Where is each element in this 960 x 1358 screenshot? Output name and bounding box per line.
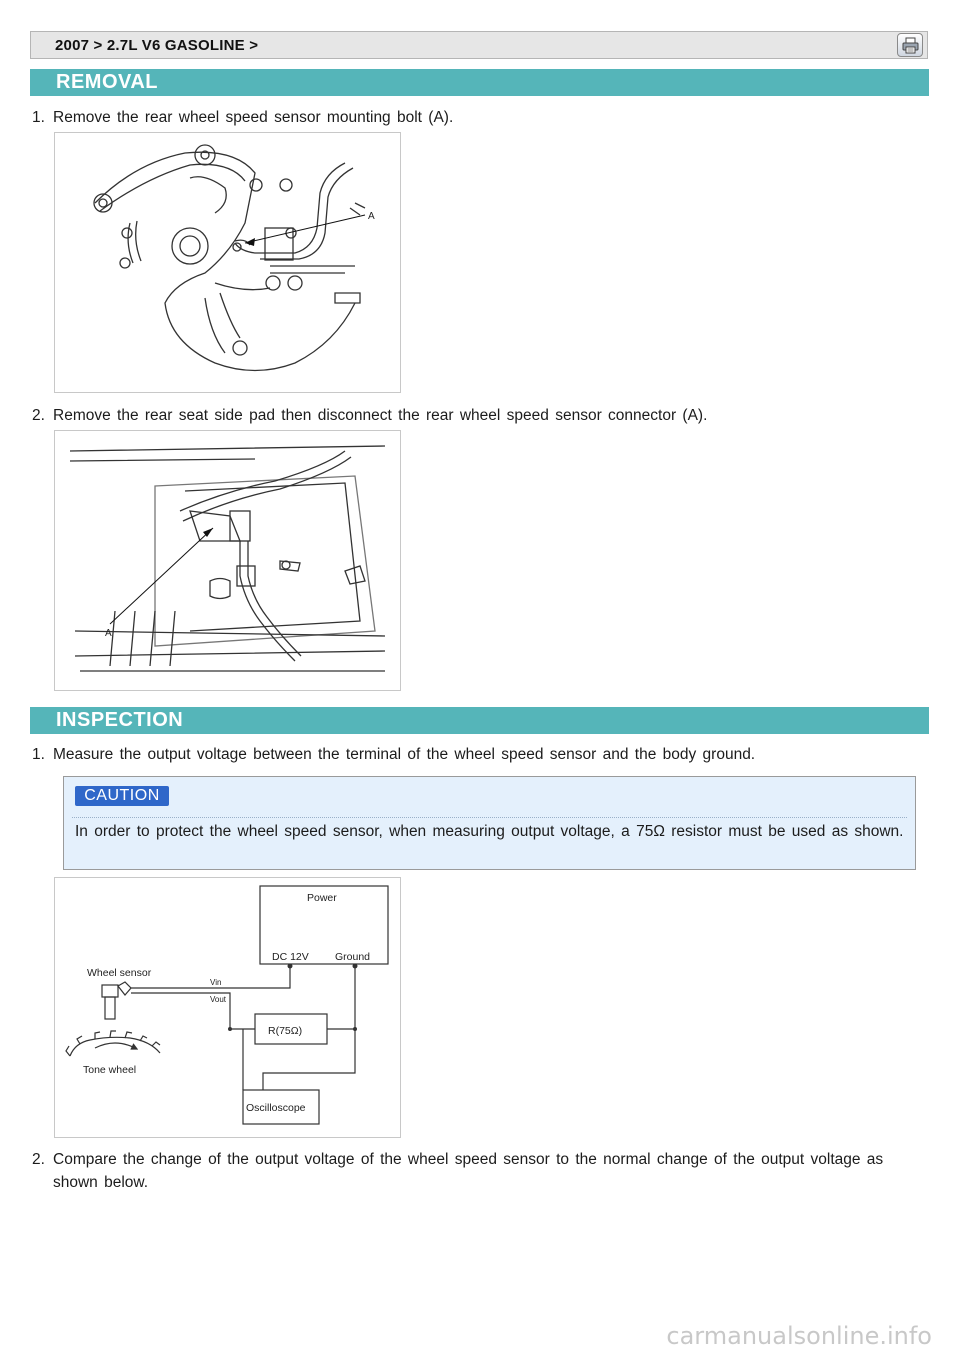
diagram-vin-label: Vin: [210, 978, 222, 987]
section-header-inspection: INSPECTION: [30, 707, 929, 734]
breadcrumb: [30, 31, 928, 59]
figure2-callout-a: A: [105, 628, 112, 639]
figure-sensor-mounting-bolt: [54, 132, 401, 393]
diagram-resistor-label: R(75Ω): [268, 1025, 303, 1037]
step-number: 1.: [32, 746, 45, 763]
print-button[interactable]: [897, 33, 923, 57]
caution-box: [63, 776, 916, 870]
diagram-power-label: Power: [307, 892, 337, 904]
diagram-dc12v-label: DC 12V: [272, 951, 309, 963]
caution-divider: [72, 817, 907, 818]
step-number: 1.: [32, 109, 45, 126]
watermark: carmanualsonline.info: [666, 1322, 932, 1350]
breadcrumb-text: 2007 > 2.7L V6 GASOLINE >: [55, 37, 259, 54]
step-number: 2.: [32, 1151, 45, 1168]
step-text: Measure the output voltage between the terminal of the wheel speed sensor and the body ground.: [53, 746, 756, 763]
diagram-ground-label: Ground: [335, 951, 371, 963]
diagram-wheel-sensor-label: Wheel sensor: [87, 967, 152, 979]
figure-wiring-diagram: [54, 877, 401, 1138]
figure-sensor-connector: [54, 430, 401, 691]
diagram-oscilloscope-label: Oscilloscope: [246, 1102, 306, 1114]
caution-text: In order to protect the wheel speed sensor, when measuring output voltage, a 75Ω resistor must be used as shown.: [75, 823, 904, 840]
printer-icon: [901, 36, 920, 55]
step-number: 2.: [32, 407, 45, 424]
section-header-removal: REMOVAL: [30, 69, 929, 96]
step-text: Remove the rear seat side pad then disconnect the rear wheel speed sensor connector (A).: [53, 407, 708, 424]
figure1-callout-a: A: [368, 211, 375, 222]
caution-badge: CAUTION: [75, 786, 169, 806]
diagram-vout-label: Vout: [210, 995, 227, 1004]
step-text: Compare the change of the output voltage of the wheel speed sensor to the normal change of the output voltage as shown below.: [53, 1151, 884, 1191]
step-text: Remove the rear wheel speed sensor mounting bolt (A).: [53, 109, 454, 126]
diagram-tone-wheel-label: Tone wheel: [83, 1064, 137, 1076]
